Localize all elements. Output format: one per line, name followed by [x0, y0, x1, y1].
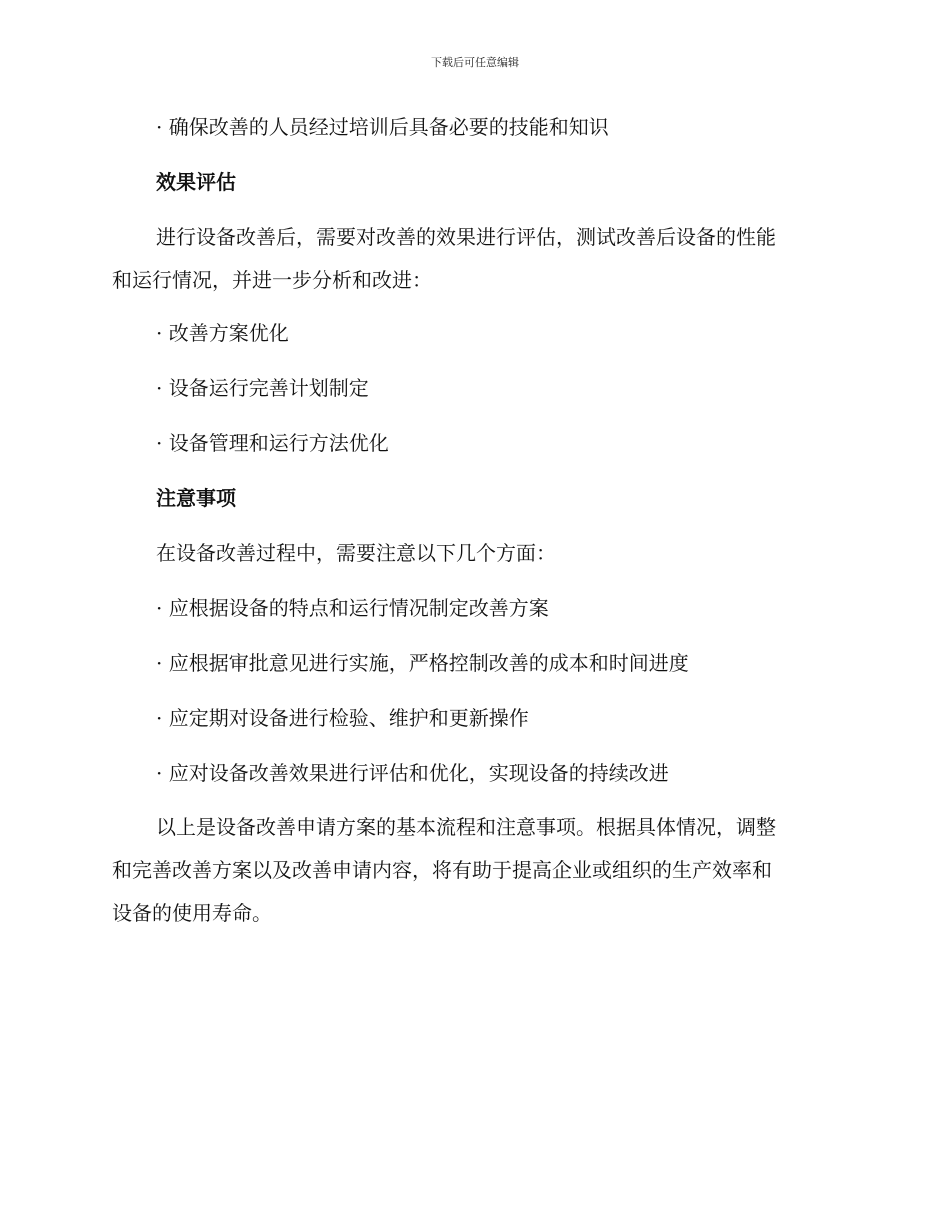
- paragraph-effect-line-2: 和运行情况，并进一步分析和改进：: [112, 268, 432, 292]
- bullet-training: · 确保改善的人员经过培训后具备必要的技能和知识: [156, 115, 609, 139]
- paragraph-notes: 在设备改善过程中，需要注意以下几个方面：: [156, 541, 556, 565]
- bullet-effect-item: · 设备运行完善计划制定: [156, 376, 369, 400]
- heading-notes: 注意事项: [156, 486, 236, 510]
- bullet-effect-item: · 设备管理和运行方法优化: [156, 431, 389, 455]
- header-note: 下载后可任意编辑: [431, 56, 519, 69]
- bullet-notes-item: · 应定期对设备进行检验、维护和更新操作: [156, 706, 529, 730]
- heading-effect-evaluation: 效果评估: [156, 170, 236, 194]
- bullet-effect-item: · 改善方案优化: [156, 321, 289, 345]
- bullet-notes-item: · 应根据设备的特点和运行情况制定改善方案: [156, 596, 549, 620]
- conclusion-line-1: 以上是设备改善申请方案的基本流程和注意事项。根据具体情况，调整: [156, 815, 776, 839]
- conclusion-line-2: 和完善改善方案以及改善申请内容，将有助于提高企业或组织的生产效率和: [112, 858, 772, 882]
- conclusion-line-3: 设备的使用寿命。: [112, 901, 272, 925]
- paragraph-effect-line-1: 进行设备改善后，需要对改善的效果进行评估，测试改善后设备的性能: [156, 225, 776, 249]
- bullet-notes-item: · 应根据审批意见进行实施，严格控制改善的成本和时间进度: [156, 651, 689, 675]
- bullet-notes-item: · 应对设备改善效果进行评估和优化，实现设备的持续改进: [156, 761, 669, 785]
